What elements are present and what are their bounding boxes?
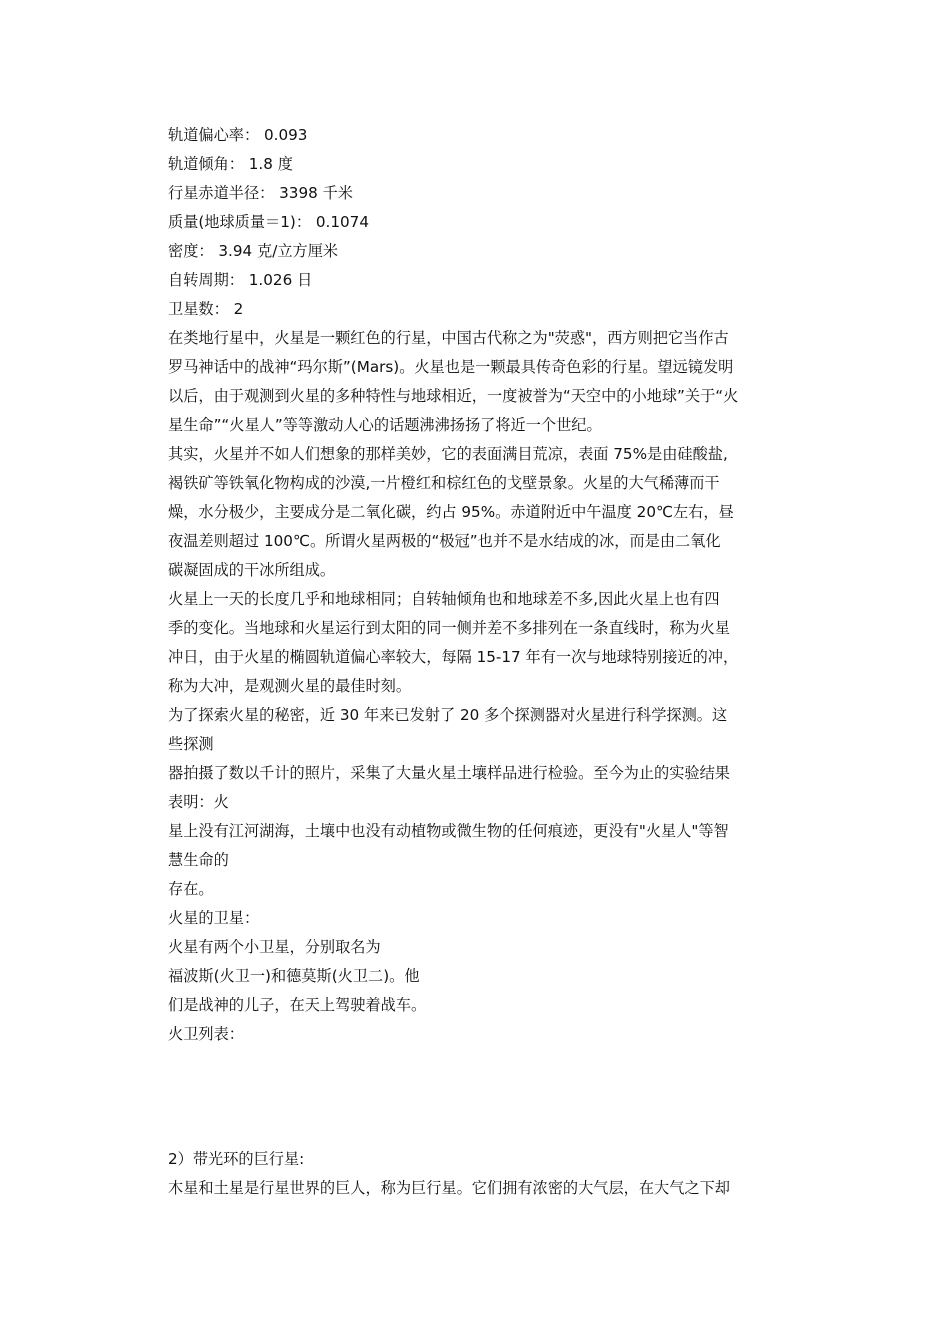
paragraph-line: 冲日，由于火星的椭圆轨道偏心率较大，每隔 15-17 年有一次与地球特别接近的冲， <box>168 648 739 666</box>
paragraph-line: 存在。 <box>168 880 214 898</box>
paragraph-line: 燥，水分极少，主要成分是二氧化碳，约占 95%。赤道附近中午温度 20℃左右，昼 <box>168 503 734 521</box>
paragraph-line: 们是战神的儿子，在天上驾驶着战车。 <box>168 996 427 1014</box>
paragraph-line: 称为大冲，是观测火星的最佳时刻。 <box>168 677 411 695</box>
mass-line: 质量(地球质量＝1)： 0.1074 <box>168 213 369 231</box>
density-line: 密度： 3.94 克/立方厘米 <box>168 242 339 260</box>
paragraph-line: 火星上一天的长度几乎和地球相同；自转轴倾角也和地球差不多,因此火星上也有四 <box>168 590 720 608</box>
rotation-period-line: 自转周期： 1.026 日 <box>168 271 313 289</box>
paragraph-line: 器拍摄了数以千计的照片，采集了大量火星土壤样品进行检验。至今为止的实验结果 <box>168 764 730 782</box>
paragraph-line: 火星有两个小卫星，分别取名为 <box>168 938 381 956</box>
document-body <box>168 121 786 1203</box>
paragraph-line: 其实，火星并不如人们想象的那样美妙，它的表面满目荒凉，表面 75%是由硅酸盐, <box>168 445 728 463</box>
paragraph-line: 表明：火 <box>168 793 229 811</box>
paragraph-line: 季的变化。当地球和火星运行到太阳的同一侧并差不多排列在一条直线时，称为火星 <box>168 619 730 637</box>
orbit-inclination-line: 轨道倾角： 1.8 度 <box>168 155 293 173</box>
paragraph-line: 慧生命的 <box>168 851 229 869</box>
paragraph-line: 以后，由于观测到火星的多种特性与地球相近，一度被誉为“天空中的小地球”关于“火 <box>168 387 739 405</box>
paragraph-line: 碳凝固成的干冰所组成。 <box>168 561 336 579</box>
paragraph-line: 在类地行星中，火星是一颗红色的行星，中国古代称之为"荧惑"，西方则把它当作古 <box>168 329 729 347</box>
equatorial-radius-line: 行星赤道半径： 3398 千米 <box>168 184 353 202</box>
orbit-eccentricity-line: 轨道偏心率： 0.093 <box>168 126 308 144</box>
paragraph-line: 罗马神话中的战神“玛尔斯”(Mars)。火星也是一颗最具传奇色彩的行星。望远镜发明 <box>168 358 734 376</box>
paragraph-line: 星生命”“火星人”等等激动人心的话题沸沸扬扬了将近一个世纪。 <box>168 416 602 434</box>
mars-satellites-heading: 火星的卫星： <box>168 909 260 927</box>
blank-space <box>168 1049 786 1145</box>
paragraph-line: 为了探索火星的秘密，近 30 年来已发射了 20 多个探测器对火星进行科学探测。这 <box>168 706 728 724</box>
paragraph-line: 福波斯(火卫一)和德莫斯(火卫二)。他 <box>168 967 420 985</box>
satellite-count-line: 卫星数： 2 <box>168 300 244 318</box>
mars-satellite-list-label: 火卫列表： <box>168 1025 244 1043</box>
paragraph-line: 星上没有江河湖海，土壤中也没有动植物或微生物的任何痕迹，更没有"火星人"等智 <box>168 822 729 840</box>
paragraph-line: 褐铁矿等铁氧化物构成的沙漠,一片橙红和棕红色的戈壁景象。火星的大气稀薄而干 <box>168 474 720 492</box>
paragraph-line: 木星和土星是行星世界的巨人，称为巨行星。它们拥有浓密的大气层，在大气之下却 <box>168 1179 730 1197</box>
section-heading-giant-planets: 2）带光环的巨行星: <box>168 1150 305 1168</box>
paragraph-line: 些探测 <box>168 735 214 753</box>
paragraph-line: 夜温差则超过 100℃。所谓火星两极的“极冠”也并不是水结成的冰，而是由二氧化 <box>168 532 721 550</box>
